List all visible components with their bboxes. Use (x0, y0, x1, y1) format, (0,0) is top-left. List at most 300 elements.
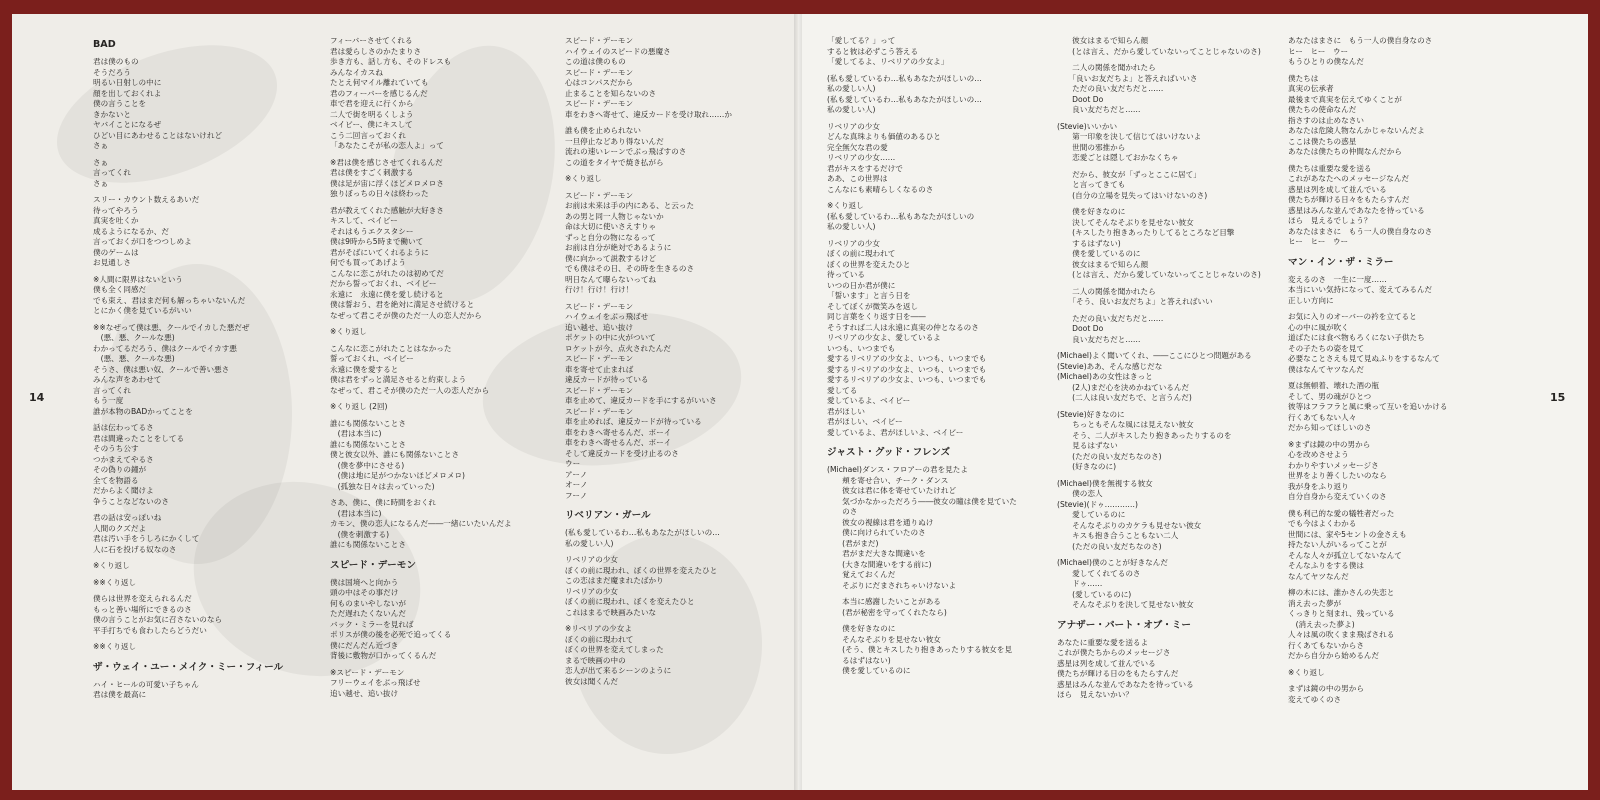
stanza-gap (330, 699, 550, 705)
stanza-gap (827, 677, 1052, 683)
lyric-line: 惑星は列を成して並んでいる (1288, 184, 1387, 194)
lyric-line: ※くり返し (565, 174, 602, 183)
lyric-line: カモン、僕の恋人になるんだ――一緒にいたいんだよ (330, 519, 512, 528)
lyric-line: 本当に感謝したいことがある (827, 597, 941, 606)
lyric-line: すると彼は必ずこう答える (827, 46, 919, 56)
lyric-line: ハイ・ヒールの可愛い子ちゃん (93, 679, 199, 689)
lyric-line: 二人の関係を聞かれたら (1057, 63, 1156, 72)
lyric-line: そうだろう (93, 67, 131, 77)
lyric-line: (Michael)あの女性はきっと (1057, 372, 1153, 381)
lyric-line: 夏は無頓着、壊れた酒の瓶 (1288, 381, 1380, 390)
lyric-line: 僕の恋人 (1057, 489, 1103, 498)
lyric-line: 僕にだんだん近づき (330, 640, 399, 650)
lyric-line: こんなに恋こがれたのは初めてだ (330, 268, 444, 278)
lyric-line: スリー・カウント数えるあいだ (93, 195, 200, 204)
lyric-line: ああ、この世界は (827, 174, 888, 183)
lyric-line: 「あなたこそが私の恋人よ」って (330, 141, 444, 150)
lyric-line: そうすれば二人は永遠に真実の仲となるのさ (827, 322, 979, 332)
lyric-line: 愛してる (827, 385, 858, 395)
lyric-line: だから知ってほしいのさ (1288, 423, 1372, 432)
lyric-line: スピード・デーモン (565, 99, 634, 108)
lyric-line: (Michael)僕のことが好きなんだ (1057, 558, 1168, 567)
lyric-line: 彼女は聞くんだ (565, 676, 619, 686)
lyric-line: ※スピード・デーモン (330, 667, 405, 677)
lyric-line: ヒー ヒー ウー (1288, 237, 1349, 246)
lyric-line: (Stevie)好きなのに (1057, 409, 1125, 419)
lyric-line: 最後まで真実を伝えてゆくことが (1288, 94, 1402, 104)
lyric-line: ぼくの世界を変えてしまった (565, 645, 664, 654)
lyric-line: きかないと (93, 109, 131, 119)
lyric-line: スピード・デーモン (565, 190, 634, 200)
lyric-line: (大きな間違いをする前に) (827, 559, 932, 569)
lyric-line: そんなそぶりを決して見せない彼女 (1057, 600, 1194, 609)
lyric-line: 彼等はフラフラと風に乗って互いを追いかける (1288, 402, 1448, 411)
lyric-line: 車をわきへ寄せて、違反カードを受け取れ……か (565, 109, 732, 119)
lyric-line: 行け！行け！行け！ (565, 285, 634, 294)
lyric-line: リベリアの少女 (827, 238, 881, 248)
lyric-line: ぼくの前に現われ、ぼくを変えたひと (565, 597, 695, 606)
lyric-line: 君は間違ったことをしてる (93, 433, 185, 443)
lyric-line: くっきりと刻まれ、残っている (1288, 609, 1395, 618)
lyric-line: 誓っておくれ、ベイビー (330, 354, 414, 363)
lyric-line: ずっと自分の物になるって (565, 232, 656, 242)
lyric-line: (私も愛しているわ…私もあなたがほしいの (827, 211, 975, 221)
lyric-line: キスして、ベイビー (330, 216, 398, 225)
lyric-line: するはずない) (1057, 238, 1121, 248)
lyric-line: ※くり返し (330, 327, 367, 336)
lyric-line: 僕も利己的な愛の犠牲者だった (1288, 508, 1395, 518)
lyric-line: 惑星はみんな並んであなたを待っている (1057, 679, 1194, 689)
lyric-line: (ただの良い友だちなのさ) (1057, 541, 1162, 551)
lyric-line: 誰にも関係ないことさ (330, 418, 406, 428)
lyric-line: ※まずは鏡の中の男から (1288, 439, 1371, 449)
lyric-line: (ただの良い友だちなのさ) (1057, 451, 1162, 461)
lyric-line: この恋はまだ魔まれたばかり (565, 576, 664, 585)
lyric-line: 争うことなどないのさ (93, 496, 169, 506)
lyric-line: 愛しているよ、ベイビー (827, 396, 911, 405)
lyric-line: スピード・デーモン (565, 36, 634, 45)
lyric-line: 僕は9時から5時まで働いて (330, 237, 424, 246)
lyric-line: 君が教えてくれた感触が大好きさ (330, 205, 444, 215)
lyric-line: ※くり返し (93, 561, 130, 570)
lyric-line: フィーバーさせてくれる (330, 36, 413, 45)
lyric-line: (二人は良い友だちで、と言うんだ) (1057, 393, 1192, 402)
lyric-line: (愛しているのに) (1057, 589, 1132, 599)
lyric-line: スピード・デーモン (565, 385, 634, 395)
lyric-line: みんな声をあわせて (93, 375, 162, 384)
lyric-line: (君が秘密を守ってくれたなら) (827, 607, 947, 617)
lyric-line: ウー (565, 459, 581, 468)
lyrics-column-4 (827, 36, 1052, 683)
lyric-line: 君は僕をすごく刺激する (330, 168, 414, 177)
lyric-line: ぼくの前に現われ、ぼくの世界を変えたひと (565, 565, 718, 575)
song-title: マン・イン・ザ・ミラー (1288, 256, 1394, 268)
lyric-line: 待っている (827, 270, 865, 279)
lyric-line: 追い越せ、追い抜け (565, 322, 634, 332)
lyric-line: そう、二人がキスしたり抱きあったりするのを (1057, 430, 1232, 440)
lyric-line: 人に石を投げる奴なのさ (93, 544, 177, 554)
lyric-line: スピード・デーモン (565, 354, 634, 363)
lyric-line: 行くあてもない人々 (1288, 412, 1357, 422)
lyric-line: 決してそんなそぶりを見せない彼女 (1057, 217, 1194, 227)
lyric-line: 車をわきへ寄せるんだ、ボーイ (565, 427, 672, 437)
lyric-line: でも今はよくわかる (1288, 519, 1357, 528)
lyric-line: 心を改めさせよう (1288, 450, 1349, 459)
lyric-line: そしてぼくが微笑みを返し (827, 301, 919, 311)
stanza-gap (1057, 611, 1282, 617)
lyric-line: と言ってきても (1057, 180, 1126, 189)
lyrics-column-6 (1288, 36, 1488, 711)
lyric-line: ※くり返し (1288, 667, 1325, 677)
lyric-line: ただの良い友だちだと…… (1057, 84, 1164, 93)
lyric-line: キスも抱き合うこともない二人 (1057, 531, 1179, 540)
lyric-line: もう一度 (93, 396, 124, 405)
lyric-line: 僕に向かって説教するけど (565, 253, 657, 263)
lyric-line: 僕を愛しているのに (1057, 249, 1141, 258)
lyric-line: そうさ、僕は悪い奴、クールで善い悪さ (93, 364, 230, 374)
lyric-line: 僕を好きなのに (827, 624, 896, 633)
lyric-line: 君がほしい (827, 406, 865, 416)
lyric-line: 「愛してるよ、リベリアの少女よ」 (827, 57, 949, 66)
song-title: リベリアン・ガール (565, 510, 651, 521)
lyric-line: 惑星は列を成して並んでいる (1057, 658, 1156, 668)
song-title: アナザー・パート・オブ・ミー (1057, 619, 1192, 631)
lyric-line: (悪、悪、クールな悪) (93, 354, 175, 363)
lyric-line: 覚えておくんだ (827, 570, 896, 579)
lyric-line: つかまえてやるさ (93, 454, 154, 464)
lyric-line: (僕を刺激する) (330, 529, 390, 539)
lyric-line: リベリアの少女…… (827, 153, 896, 162)
lyric-line: 僕を好きなのに (1057, 207, 1126, 216)
lyric-line: 独りぼっちの日々は終わった (330, 189, 429, 198)
lyric-line: 僕たちの使命なんだ (1288, 105, 1357, 114)
lyric-line: (Stevie)ああ、そんな感じだな (1057, 361, 1163, 371)
lyric-line: そのうち公す (93, 444, 139, 453)
lyric-line: ただの良い友だちだと…… (1057, 313, 1164, 323)
lyric-line: ロケットが今、点火されたんだ (565, 343, 671, 353)
stanza-gap (1288, 248, 1488, 254)
lyric-line: スピード・デーモン (565, 301, 634, 311)
lyric-line: 僕たちが輝ける日々をもたらすんだ (1288, 195, 1410, 204)
lyric-line: 真実を吐くか (93, 216, 139, 225)
lyric-line: なぜって君こそが僕のただ一人の恋人だから (330, 310, 482, 320)
lyric-line: ヤバイことになるぜ (93, 120, 162, 129)
lyric-line: ベイビー、僕にキスして (330, 120, 413, 129)
lyric-line: 恋愛ごとは隠しておかなくちゃ (1057, 153, 1179, 162)
lyric-line: 全てを物語る (93, 475, 139, 485)
lyric-line: 「愛してる？」って (827, 36, 896, 45)
lyric-line: オーノ (565, 480, 588, 489)
lyric-line: この道をタイヤで焼き払がら (565, 157, 664, 167)
lyric-line: ぼくの前に現われて (827, 249, 896, 258)
lyric-line: 愛してくれてるのさ (1057, 568, 1141, 578)
lyric-line: (キスしたり抱きあったりしてるところなど目撃 (1057, 228, 1235, 237)
lyric-line: 話は伝わってるさ (93, 423, 154, 432)
lyric-line: あなたに重要な愛を送るよ (1057, 637, 1149, 647)
lyric-line: 私の愛しい人) (827, 84, 876, 93)
lyric-line: そんな人々が孤立してないなんて (1288, 550, 1402, 560)
lyric-line: 恋人が出て来るシーンのように (565, 666, 672, 675)
lyric-line: 僕は国境へと向かう (330, 577, 399, 587)
lyric-line: 一旦停止などあり得ないんだ (565, 136, 664, 146)
lyric-line: ハイウェイをぶっ飛ばせ (565, 312, 649, 321)
lyric-line: 我が身をふり返り (1288, 481, 1349, 491)
lyric-line: (そう、僕とキスしたり抱きあったりする彼女を見 (827, 645, 1012, 654)
lyric-line: なぜって、君こそが僕のただ一人の恋人だから (330, 385, 490, 395)
lyric-line: この道は僕のもの (565, 57, 626, 66)
lyric-line: いつも、いつまでも (827, 343, 896, 353)
lyric-line: 私の愛しい人) (827, 105, 876, 114)
lyric-line: こんなにも素晴らしくなるのさ (827, 184, 934, 194)
lyric-line: 愛しているのに (1057, 510, 1126, 519)
lyric-line: 彼女はまるで知らん顔 (1057, 259, 1149, 269)
lyric-line: 顔を出しておくれよ (93, 88, 162, 98)
song-title: BAD (93, 39, 116, 50)
lyric-line: ひどい目にあわせることはないけれど (93, 130, 223, 140)
lyric-line: 車を寄せて止まれば (565, 364, 634, 374)
lyric-line: 人々は風の吹くまま飛ばされる (1288, 630, 1395, 639)
lyric-line: ※人間に限界はないという (93, 274, 183, 284)
lyric-line: さぁ (93, 157, 109, 167)
lyric-line: 永遠に僕を愛すると (330, 364, 399, 374)
lyric-line: 私の愛しい人) (565, 538, 614, 548)
lyric-line: 僕の言うことを (93, 99, 147, 108)
lyric-line: 君がほしい、ベイビー (827, 417, 903, 426)
lyric-line: 「そう、良いお友だちよ」と答えればいい (1057, 297, 1213, 306)
lyric-line: 僕はなんてヤツなんだ (1288, 364, 1364, 374)
lyric-line: ちっともそんな風には見えない彼女 (1057, 420, 1194, 429)
lyric-line: 車で君を迎えに行くから (330, 99, 414, 108)
lyric-line: 「誓います」と言う日を (827, 291, 911, 300)
lyric-line: 止まることを知らないのさ (565, 88, 657, 98)
lyric-line: 背後に敷物が口かってくるんだ (330, 651, 437, 660)
lyric-line: 見るはずない (1057, 441, 1118, 450)
lyric-line: 僕と彼女以外、誰にも関係ないことさ (330, 450, 460, 459)
lyric-line: ※※なぜって僕は悪、クールでイカした悪だぜ (93, 322, 250, 332)
lyric-line: (消え去った夢よ) (1288, 619, 1355, 629)
stanza-gap (93, 653, 308, 659)
lyric-line: だから自分から始めるんだ (1288, 651, 1380, 660)
lyric-line: 変えてゆくのさ (1288, 694, 1342, 704)
lyric-line: ハイウェイのスピードの悪魔さ (565, 46, 671, 56)
lyric-line: 愛するリベリアの少女よ、いつも、いつまでも (827, 354, 987, 363)
page-number-left: 14 (29, 391, 45, 404)
lyric-line: さぁ (93, 141, 109, 150)
lyric-line: 世間には、家や5セントの金さえも (1288, 529, 1407, 539)
lyric-line: (私も愛しているわ…私もあなたがほしいの… (827, 94, 982, 104)
lyric-line: それはもうエクスタシー (330, 226, 414, 236)
lyric-line: 行くあてもないからさ (1288, 640, 1364, 650)
lyric-line: ぼくの世界を変えたひと (827, 259, 911, 269)
lyric-line: 言ってくれ (93, 168, 131, 177)
lyric-line: 明るい日射しの中に (93, 78, 162, 87)
lyric-line: これがあなたへのメッセージなんだ (1288, 174, 1410, 183)
lyric-line: 僕たちは (1288, 73, 1319, 83)
lyric-line: 誰も僕を止められない (565, 126, 641, 135)
lyric-line: Doot Do (1057, 94, 1104, 104)
lyric-line: ※※くり返し (93, 642, 137, 651)
lyric-line: ポリスが僕の後を必死で追ってくる (330, 630, 452, 639)
lyric-line: フリーウェイをぶっ飛ばせ (330, 678, 421, 687)
lyric-line: わかってるだろう、僕はクールでイカす悪 (93, 343, 237, 353)
lyric-line: のさ (827, 507, 858, 516)
lyric-line: 永遠に 永遠に僕を愛し続けると (330, 289, 444, 299)
lyric-line: さあ、僕に、僕に時間をおくれ (330, 498, 437, 507)
lyric-line: 私の愛しい人) (827, 222, 876, 231)
lyric-line: 指さすのは止めなさい (1288, 115, 1364, 125)
lyric-line: もっと善い場所にできるのさ (93, 604, 192, 614)
lyric-line: あなたはまさに もう一人の僕自身なのさ (1288, 36, 1433, 45)
lyric-line: こんなに恋こがれたことはなかった (330, 343, 452, 353)
stanza-gap (1057, 701, 1282, 707)
lyric-line: 彼女は君に体を寄せていたけれど (827, 486, 957, 495)
lyric-line: 愛するリベリアの少女よ、いつも、いつまでも (827, 375, 987, 384)
lyric-line: 本当にいい気持になって、変えてみるんだ (1288, 285, 1433, 294)
lyric-line: (僕を夢中にさせる) (330, 460, 405, 470)
lyric-line: 平手打ちでも食わしたらどうだい (93, 625, 207, 635)
lyric-line: その子たちの姿を見て (1288, 343, 1364, 353)
lyric-line: 僕も全く同感だ (93, 285, 147, 294)
lyric-line: 誰が本物のBADかってことを (93, 406, 193, 416)
lyric-line: そぶりにだまされちゃいけないよ (827, 580, 957, 590)
stanza-gap (330, 551, 550, 557)
lyric-line: ポケットの中に火がついて (565, 333, 656, 342)
song-title: ザ・ウェイ・ユー・メイク・ミー・フィール (93, 661, 284, 673)
lyric-line: お前は自分が絶対であるように (565, 243, 672, 252)
lyric-line: 僕たちが輝ける日のをもたらすんだ (1057, 669, 1179, 678)
lyric-line: 彼女の視線は君を通りぬけ (827, 517, 934, 527)
lyric-line: 命は大切に使いさえすりゃ (565, 222, 657, 231)
lyric-line: 成るようになるか、だ (93, 226, 169, 236)
lyrics-column-1 (93, 36, 308, 707)
lyric-line: でも束え、君はまだ何も解っちゃいないんだ (93, 295, 246, 305)
song-title: ジャスト・グッド・フレンズ (827, 447, 951, 458)
lyric-line: 明日なんて曝らないってね (565, 274, 657, 284)
lyric-line: 世界をより善くしたいのなら (1288, 471, 1387, 480)
lyric-line: みんなイカスね (330, 67, 383, 77)
lyric-line: (好きなのに) (1057, 462, 1117, 471)
lyric-line: 「良いお友だちよ」と答えればいいさ (1057, 73, 1198, 83)
lyric-line: 二人で街を明るくしよう (330, 109, 414, 119)
lyric-line: アーノ (565, 469, 588, 479)
lyric-line: スピード・デーモン (565, 67, 634, 77)
lyric-line: 柳の木には、誰かさんの失恋と (1288, 588, 1395, 597)
lyric-line: (Michael)よく聞いてくれ、――ここにひとつ問題がある (1057, 351, 1252, 360)
lyric-line: 必要なことさえも見て見ぬふりをするなんて (1288, 354, 1440, 363)
lyric-line: そして違反カードを受け止るのさ (565, 448, 679, 458)
lyric-line: (君は本当に) (330, 508, 382, 518)
lyric-line: あの男と同一人物じゃないか (565, 211, 664, 221)
lyric-line: 流れの速いレーンでぶっ飛ばすのさ (565, 147, 687, 156)
lyric-line: 歩き方も、話し方も、そのドレスも (330, 57, 452, 66)
lyric-line: 正しい方向に (1288, 295, 1334, 305)
lyric-line: そして、男の魂がひとつ (1288, 391, 1372, 401)
lyric-line: 言っておくが口をつつしめよ (93, 237, 192, 246)
lyric-line: 待ってやろう (93, 205, 139, 215)
lyric-line: こう二回言っておくれ (330, 130, 406, 140)
lyric-line: 道ばたには食べ物もろくにない子供たち (1288, 333, 1425, 342)
lyric-line: リベリアの少女よ、愛しているよ (827, 333, 941, 342)
lyric-line: だから、彼女が「ずっとここに居て」 (1057, 169, 1201, 179)
lyric-line: なんてヤツなんだ (1288, 571, 1349, 581)
lyric-line: まるで映画の中の (565, 655, 626, 665)
lyric-line: (Michael)僕を無視する彼女 (1057, 478, 1153, 488)
lyric-line: (自分の立場を見失ってはいけないのさ) (1057, 190, 1208, 200)
lyric-line: (私も愛しているわ…私もあなたがほしいの… (565, 528, 720, 537)
lyric-line: 僕は君をずっと満足させると約束しよう (330, 375, 467, 384)
lyric-line: 君がまだ大きな間違いを (827, 549, 926, 558)
lyric-line: お前は未来は手の内にある、と云った (565, 201, 695, 210)
song-title: スピード・デーモン (330, 559, 416, 571)
lyric-line: ※リベリアの少女よ (565, 624, 632, 633)
lyric-line: ぼくの前に現われて (565, 634, 634, 644)
lyric-line: 君は僕を最高に (93, 690, 147, 699)
lyric-line: 頭の中はその事だけ (330, 588, 399, 597)
lyric-line: リベリアの少女 (565, 586, 619, 596)
lyric-line: 愛しているよ、君がほしいよ、ベイビー (827, 427, 964, 437)
lyrics-column-5 (1057, 36, 1282, 707)
lyric-line: 君のフィーバーを感じるんだ (330, 88, 428, 98)
lyric-line: バック・ミラーを見れば (330, 619, 414, 629)
lyric-line: お見通しさ (93, 258, 131, 267)
lyric-line: 同じ言葉をくり返す日を―― (827, 312, 926, 321)
lyric-line: 車を止めれば、違反カードが待っている (565, 417, 702, 426)
lyric-line: ほら 見えるでしょう？ (1288, 216, 1372, 225)
lyric-line: ヒー ヒー ウー (1288, 46, 1349, 56)
lyric-line: 何ものまいやしないが (330, 598, 406, 608)
stanza-gap (93, 701, 308, 707)
lyric-line: Doot Do (1057, 324, 1104, 333)
lyric-line: 完全無欠な君の愛 (827, 142, 888, 152)
lyric-line: 頬を寄せ合い、チーク・ダンス (827, 475, 949, 485)
lyric-line: 君の話は安っぽいね (93, 513, 162, 522)
lyric-line: 君は汚い手をうしろにかくして (93, 534, 200, 543)
lyric-line: でも僕はその日、その時を生きるのさ (565, 264, 695, 273)
lyric-line: 僕は誓おう、君を絶対に満足させ続けると (330, 300, 475, 309)
stanza-gap (827, 438, 1052, 444)
lyric-line: どんな真珠よりも価値のあるひと (827, 132, 941, 141)
lyric-line: (君がまだ) (827, 538, 879, 548)
page-number-right: 15 (1550, 391, 1566, 404)
lyric-line: ほら 見えないかい？ (1057, 690, 1133, 699)
lyric-line: わかりやすいメッセージさ (1288, 460, 1379, 470)
lyric-line: 心はコンパスだから (565, 78, 633, 87)
lyric-line: (私も愛しているわ…私もあなたがほしいの… (827, 73, 982, 83)
lyric-line: スピード・デーモン (565, 406, 634, 416)
stanza-gap (1288, 705, 1488, 711)
lyric-line: そんなふりをする僕は (1288, 561, 1364, 570)
book-gutter (794, 14, 802, 790)
lyric-line: フーノ (565, 490, 588, 500)
lyric-line: 君がキスをするだけで (827, 163, 903, 173)
lyric-line: (君は本当に) (330, 429, 382, 438)
lyric-line: 僕たちは重要な愛を送る (1288, 163, 1372, 173)
lyric-line: 良い友だちだと…… (1057, 105, 1141, 114)
lyric-line: 僕らは世界を変えられるんだ (93, 594, 192, 603)
lyric-line: (2人)まだ心を決めかねているんだ (1057, 382, 1190, 392)
lyric-line: (悪、悪、クールな悪) (93, 333, 175, 342)
lyric-line: ここは僕たちの惑星 (1288, 136, 1357, 146)
lyric-line: ドゥ…… (1057, 579, 1103, 588)
lyric-line: 二人の関係を聞かれたら (1057, 286, 1156, 296)
lyric-line: ※君は僕を感じさせてくれるんだ (330, 157, 443, 167)
lyric-line: 僕は足が宙に浮くほどメロメロさ (330, 178, 444, 188)
lyric-line: (Stevie)(ドゥ…………) (1057, 499, 1138, 509)
lyric-line: 僕の言うことがお気に召さないのなら (93, 615, 223, 624)
lyric-line: ※くり返し (2回) (330, 402, 388, 411)
lyric-line: 変えるのさ 一生に一度…… (1288, 274, 1387, 284)
lyric-line: 良い友だちだと…… (1057, 334, 1141, 344)
